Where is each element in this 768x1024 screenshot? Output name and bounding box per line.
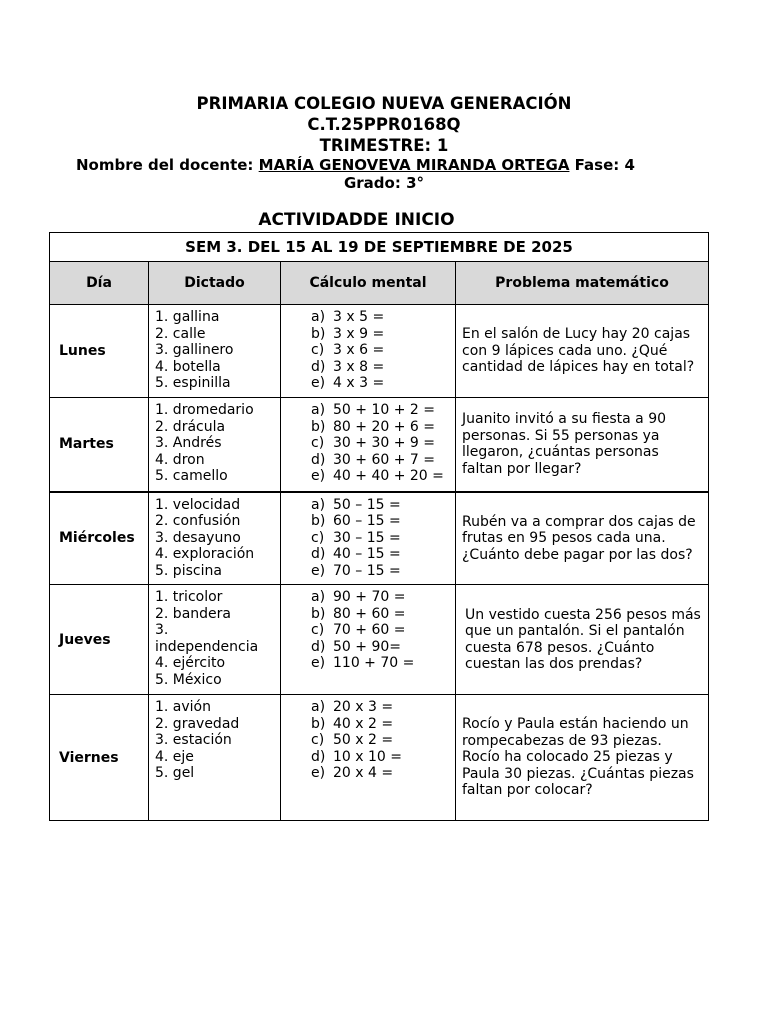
exercise-letter: b) [311, 325, 326, 342]
math-exercise [311, 716, 451, 733]
math-problem-cell: Juanito invitó a su fiesta a 90 personas. Si 55 personas ya llegaron, ¿cuántas personas faltan por llegar? [456, 398, 709, 492]
exercise-expression: 40 – 15 = [333, 546, 401, 562]
dictation-word: 1. velocidad [155, 496, 241, 513]
exercise-letter: c) [311, 732, 325, 748]
school-name: PRIMARIA COLEGIO NUEVA GENERACIÓN [196, 94, 572, 113]
exercise-letter: e) [311, 765, 326, 781]
math-exercise [311, 513, 451, 530]
column-header-dictation: Dictado [149, 262, 281, 305]
math-exercise [311, 639, 451, 656]
exercise-letter: c) [311, 622, 325, 638]
exercise-expression: 110 + 70 = [333, 655, 415, 671]
math-exercise [311, 419, 451, 436]
math-exercise [311, 468, 451, 485]
exercise-expression: 80 + 60 = [333, 605, 406, 622]
exercise-expression: 90 + 70 = [333, 589, 406, 605]
math-exercise [311, 546, 451, 563]
exercise-expression: 50 x 2 = [333, 732, 394, 748]
dictation-cell [149, 695, 281, 821]
math-exercise [311, 375, 451, 392]
math-exercise [311, 326, 451, 343]
exercise-letter: e) [311, 375, 326, 391]
exercise-expression: 20 x 4 = [333, 765, 394, 781]
math-exercise [311, 309, 451, 326]
math-exercise [311, 765, 451, 782]
dictation-word: 4. ejército [155, 655, 226, 671]
exercise-letter: d) [311, 546, 326, 562]
mental-math-cell [281, 695, 456, 821]
dictation-word: 1. avión [155, 699, 211, 715]
day-cell: Lunes [50, 305, 149, 398]
exercise-letter: c) [311, 529, 325, 546]
dictation-cell [149, 398, 281, 492]
dictation-word: 5. México [155, 671, 222, 688]
table-row [50, 695, 709, 821]
dictation-word: 3. gallinero [155, 342, 234, 358]
math-exercise [311, 452, 451, 469]
exercise-expression: 60 – 15 = [333, 513, 401, 529]
exercise-letter: e) [311, 468, 326, 484]
day-cell: Viernes [50, 695, 149, 821]
exercise-letter: c) [311, 342, 325, 358]
exercise-letter: d) [311, 748, 326, 765]
math-exercise [311, 435, 451, 452]
dictation-word: 4. botella [155, 358, 221, 375]
day-cell: Jueves [50, 585, 149, 695]
exercise-letter: b) [311, 605, 326, 622]
exercise-expression: 30 + 30 + 9 = [333, 435, 435, 451]
math-exercise [311, 732, 451, 749]
math-exercise [311, 606, 451, 623]
math-exercise [311, 342, 451, 359]
exercise-letter: d) [311, 358, 326, 375]
exercise-letter: c) [311, 435, 325, 451]
exercise-expression: 40 x 2 = [333, 715, 394, 732]
dictation-cell [149, 585, 281, 695]
dictation-word: 3. desayuno [155, 529, 241, 546]
dictation-word: 5. piscina [155, 562, 222, 579]
dictation-word: 2. drácula [155, 418, 226, 435]
exercise-expression: 30 – 15 = [333, 529, 401, 546]
column-header-mental-math: Cálculo mental [281, 262, 456, 305]
trimester: TRIMESTRE: 1 [319, 136, 449, 155]
dictation-word: 2. gravedad [155, 715, 240, 732]
dictation-word: 4. dron [155, 451, 205, 468]
dictation-word: 5. espinilla [155, 375, 231, 391]
phase-label: Fase: 4 [574, 156, 635, 174]
math-exercise [311, 749, 451, 766]
math-problem-cell: En el salón de Lucy hay 20 cajas con 9 lápices cada uno. ¿Qué cantidad de lápices hay en total? [456, 305, 709, 398]
activity-title: ACTIVIDADDE INICIO [258, 210, 455, 230]
table-row [50, 585, 709, 695]
exercise-letter: a) [311, 496, 326, 513]
dictation-word: 1. tricolor [155, 589, 223, 605]
exercise-letter: d) [311, 451, 326, 468]
math-exercise [311, 530, 451, 547]
exercise-letter: e) [311, 562, 326, 579]
column-header-day: Día [50, 262, 149, 305]
exercise-letter: e) [311, 655, 326, 671]
math-exercise [311, 359, 451, 376]
exercise-expression: 30 + 60 + 7 = [333, 451, 435, 468]
exercise-letter: b) [311, 418, 326, 435]
exercise-expression: 70 – 15 = [333, 562, 401, 579]
dictation-cell [149, 305, 281, 398]
exercise-expression: 10 x 10 = [333, 748, 402, 765]
math-exercise [311, 622, 451, 639]
exercise-expression: 50 – 15 = [333, 496, 401, 513]
mental-math-cell [281, 305, 456, 398]
dictation-cell [149, 492, 281, 585]
mental-math-cell [281, 492, 456, 585]
dictation-word: 2. confusión [155, 513, 241, 529]
exercise-letter: a) [311, 309, 326, 325]
dictation-word: 5. camello [155, 468, 228, 484]
teacher-line [76, 156, 635, 174]
math-exercise [311, 589, 451, 606]
exercise-expression: 3 x 6 = [333, 342, 385, 358]
math-exercise [311, 699, 451, 716]
column-header-math-problem: Problema matemático [456, 262, 709, 305]
dictation-word: 4. eje [155, 748, 194, 765]
exercise-letter: b) [311, 715, 326, 732]
dictation-word: 1. dromedario [155, 402, 254, 418]
exercise-expression: 50 + 10 + 2 = [333, 402, 435, 418]
teacher-label: Nombre del docente: [76, 156, 254, 174]
math-problem-cell: Rubén va a comprar dos cajas de frutas en 95 pesos cada una. ¿Cuánto debe pagar por las dos? [456, 492, 709, 585]
exercise-expression: 4 x 3 = [333, 375, 385, 391]
math-exercise [311, 497, 451, 514]
exercise-expression: 80 + 20 + 6 = [333, 418, 435, 435]
day-cell: Miércoles [50, 492, 149, 585]
math-problem-cell: Rocío y Paula están haciendo un rompecabezas de 93 piezas. Rocío ha colocado 25 piezas y Paula 30 piezas. ¿Cuántas piezas faltan por colocar? [456, 695, 709, 821]
grade-label: Grado: 3° [343, 174, 425, 192]
dictation-word: 3. estación [155, 732, 232, 748]
math-exercise [311, 655, 451, 672]
exercise-letter: d) [311, 638, 326, 655]
teacher-name: MARÍA GENOVEVA MIRANDA ORTEGA [258, 156, 570, 174]
math-exercise [311, 563, 451, 580]
exercise-expression: 3 x 9 = [333, 325, 385, 342]
mental-math-cell [281, 398, 456, 492]
table-row [50, 398, 709, 492]
table-row [50, 305, 709, 398]
dictation-word: 2. bandera [155, 605, 231, 622]
dictation-word: 2. calle [155, 325, 206, 342]
dictation-word: 3. independencia [155, 622, 259, 655]
table-row [50, 492, 709, 585]
exercise-letter: a) [311, 402, 326, 418]
exercise-letter: a) [311, 589, 326, 605]
exercise-letter: b) [311, 513, 326, 529]
exercise-expression: 20 x 3 = [333, 699, 394, 715]
exercise-expression: 70 + 60 = [333, 622, 406, 638]
dictation-word: 1. gallina [155, 309, 220, 325]
mental-math-cell [281, 585, 456, 695]
dictation-word: 5. gel [155, 765, 195, 781]
document-header [0, 93, 768, 156]
math-problem-cell: Un vestido cuesta 256 pesos más que un pantalón. Si el pantalón cuesta 678 pesos. ¿Cuánto cuestan las dos prendas? [456, 585, 709, 695]
week-heading: SEM 3. DEL 15 AL 19 DE SEPTIEMBRE DE 2025 [50, 233, 709, 262]
exercise-expression: 50 + 90= [333, 638, 401, 655]
school-code: C.T.25PPR0168Q [307, 115, 461, 134]
dictation-word: 4. exploración [155, 546, 255, 562]
exercise-expression: 3 x 5 = [333, 309, 385, 325]
dictation-word: 3. Andrés [155, 435, 222, 451]
day-cell: Martes [50, 398, 149, 492]
exercise-letter: a) [311, 699, 326, 715]
math-exercise [311, 402, 451, 419]
exercise-expression: 40 + 40 + 20 = [333, 468, 444, 484]
schedule-table [49, 232, 709, 821]
exercise-expression: 3 x 8 = [333, 358, 385, 375]
